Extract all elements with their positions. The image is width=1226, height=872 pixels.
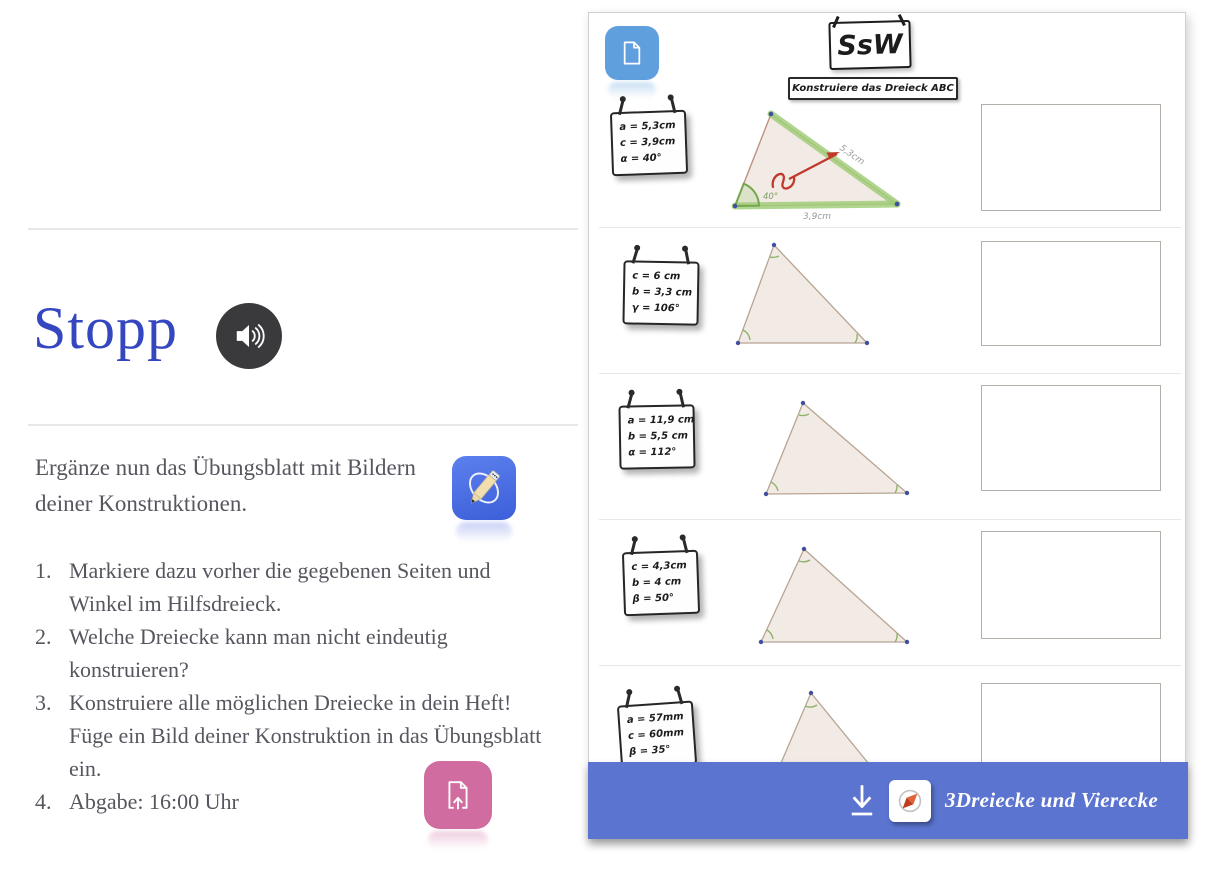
row-separator bbox=[599, 227, 1181, 228]
worksheet-title: SsW bbox=[836, 28, 904, 62]
browser-link-button[interactable] bbox=[889, 780, 931, 822]
icon-reflection bbox=[428, 831, 488, 849]
pin-icon bbox=[684, 249, 689, 264]
speaker-icon bbox=[227, 314, 271, 358]
task-note-1: a = 5,3cm c = 3,9cm α = 40° bbox=[610, 110, 688, 177]
footer-document-title: 3Dreiecke und Vierecke bbox=[944, 788, 1158, 812]
export-upload-button[interactable] bbox=[424, 761, 492, 829]
section-divider-top bbox=[28, 228, 578, 230]
audio-speaker-button[interactable] bbox=[216, 303, 282, 369]
pin-icon bbox=[626, 393, 632, 408]
list-item-2: 2. Welche Dreiecke kann man nicht eindeutig konstruieren? bbox=[35, 624, 448, 682]
answer-box-4[interactable] bbox=[981, 531, 1161, 639]
worksheet-page bbox=[588, 12, 1186, 838]
answer-box-1[interactable] bbox=[981, 104, 1161, 211]
pen-tick bbox=[897, 14, 905, 26]
worksheet-subtitle-box: Konstruiere das Dreieck ABC bbox=[788, 77, 958, 100]
pin-icon bbox=[625, 693, 631, 708]
svg-text:5,3cm: 5,3cm bbox=[837, 143, 866, 168]
answer-box-3[interactable] bbox=[981, 385, 1161, 491]
task-note-5: a = 57mm c = 60mm β = 35° bbox=[617, 700, 697, 769]
list-item-3: 3. Konstruiere alle möglichen Dreiecke in dein Heft! Füge ein Bild deiner Konstruktion in das Übungsblatt ein. bbox=[35, 690, 542, 781]
pin-icon bbox=[676, 689, 683, 704]
list-item-1: 1. Markiere dazu vorher die gegebenen Seiten und Winkel im Hilfsdreieck. bbox=[35, 558, 491, 616]
row-separator bbox=[599, 373, 1181, 374]
pin-icon bbox=[681, 538, 687, 553]
footer-bar bbox=[588, 762, 1188, 839]
svg-text:40°: 40° bbox=[763, 192, 779, 202]
document-icon bbox=[616, 37, 648, 69]
list-item-4: 4. Abgabe: 16:00 Uhr bbox=[35, 789, 239, 814]
svg-text:3,9cm: 3,9cm bbox=[803, 212, 832, 222]
pin-icon bbox=[632, 249, 639, 264]
compass-icon bbox=[894, 785, 926, 817]
intro-text: Ergänze nun das Übungsblatt mit Bildern deiner Konstruktionen. bbox=[35, 455, 416, 516]
row-separator bbox=[599, 519, 1181, 520]
triangle-figure-2 bbox=[726, 237, 886, 352]
pencil-icon bbox=[459, 463, 509, 513]
icon-reflection bbox=[456, 522, 512, 542]
worksheet-title-box bbox=[828, 20, 911, 70]
task-note-3: a = 11,9 cm b = 5,5 cm α = 112° bbox=[618, 404, 695, 469]
download-icon bbox=[849, 783, 875, 819]
left-slide-panel bbox=[0, 0, 588, 872]
task-note-4: c = 4,3cm b = 4 cm β = 50° bbox=[622, 550, 700, 617]
icon-reflection bbox=[608, 82, 656, 98]
section-divider-bottom bbox=[28, 424, 578, 426]
triangle-figure-1 bbox=[721, 99, 911, 223]
task-note-2: c = 6 cm b = 3,3 cm γ = 106° bbox=[622, 260, 699, 325]
row-separator bbox=[599, 665, 1181, 666]
document-upload-icon bbox=[438, 775, 478, 815]
pen-tick bbox=[832, 16, 839, 28]
page-title: Stopp bbox=[33, 295, 179, 361]
pin-icon bbox=[678, 392, 684, 407]
answer-box-2[interactable] bbox=[981, 241, 1161, 346]
page-thumbnail-button[interactable] bbox=[605, 26, 659, 80]
pin-icon bbox=[618, 100, 624, 115]
pin-icon bbox=[630, 540, 636, 555]
download-button[interactable] bbox=[849, 783, 875, 819]
pin-icon bbox=[669, 98, 675, 113]
triangle-figure-4 bbox=[749, 539, 914, 651]
triangle-figure-3 bbox=[751, 393, 916, 505]
notability-app-icon[interactable] bbox=[452, 456, 516, 520]
